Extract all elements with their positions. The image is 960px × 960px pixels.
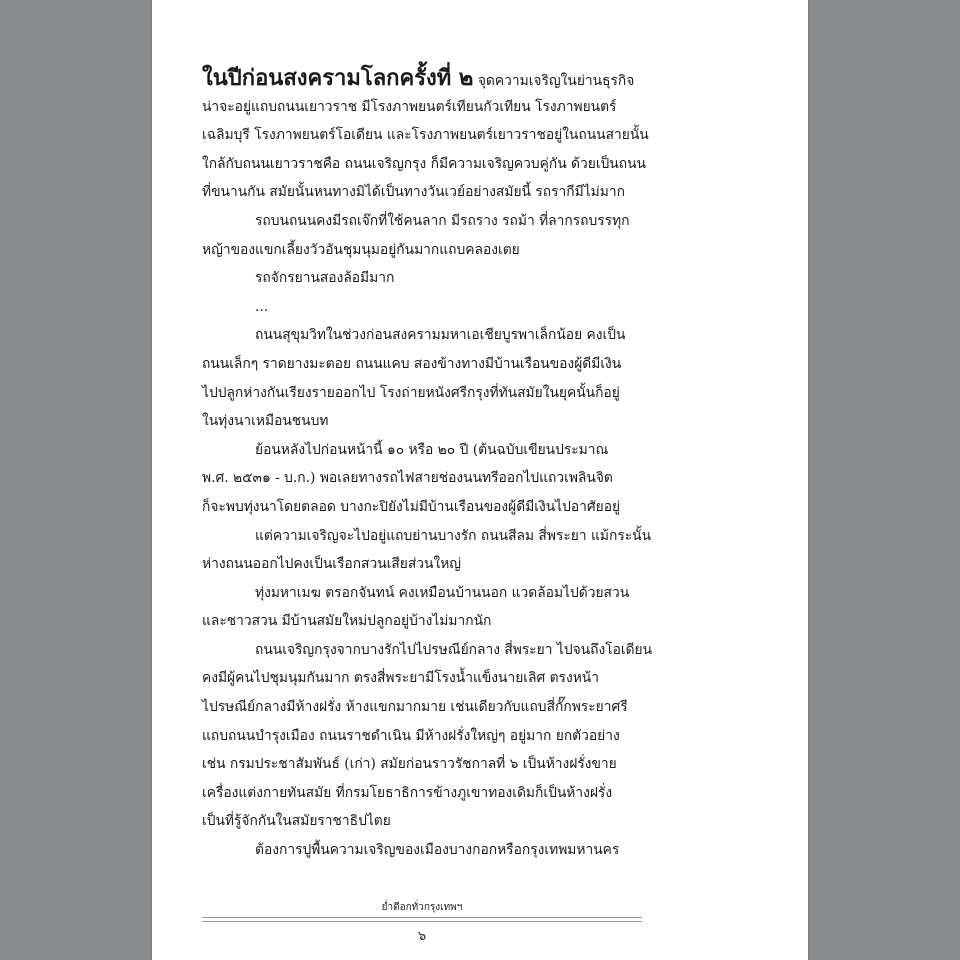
footer-book-title: ย่ำตีอกทั่วกรุงเทพฯ <box>381 902 463 913</box>
text-line: ถนนสุขุมวิทในช่วงก่อนสงครามมหาเอเชียบูรพาเล็กน้อย คงเป็น <box>255 327 626 344</box>
text-line: ในทุ่งนาเหมือนชนบท <box>202 413 329 430</box>
text-line: ไปปลูกห่างกันเรียงรายออกไป โรงถ่ายหนังศรีกรุงที่ทันสมัยในยุคนั้นก็อยู่ <box>202 384 620 401</box>
text-line: พ.ศ. ๒๕๓๑ - บ.ก.) พอเลยทางรถไฟสายช่องนนทรีออกไปแถวเพลินจิต <box>202 470 613 487</box>
text-line: แต่ความเจริญจะไปอยู่แถบย่านบางรัก ถนนสีลม สี่พระยา แม้กระนั้น <box>255 527 652 544</box>
text-line: ถนนเล็กๆ ราดยางมะตอย ถนนแคบ สองข้างทางมีบ้านเรือนของผู้ดีมีเงิน <box>202 355 622 372</box>
text-line: เครื่องแต่งกายทันสมัย ที่กรมโยธาธิการข้างภูเขาทองเดิมก็เป็นห้างฝรั่ง <box>202 784 613 801</box>
page-body-text <box>202 64 653 865</box>
footer-divider <box>202 917 642 918</box>
first-line-text: จุดความเจริญในย่านธุรกิจ <box>477 73 635 89</box>
text-line: ใกล้กับถนนเยาวราชคือ ถนนเจริญกรุง ก็มีความเจริญควบคู่กัน ด้วยเป็นถนน <box>202 155 646 172</box>
text-line: ห่างถนนออกไปคงเป็นเรือกสวนเสียส่วนใหญ่ <box>202 556 462 573</box>
book-page <box>152 0 808 960</box>
ellipsis-line: ... <box>255 298 269 315</box>
text-line: ต้องการปูพื้นความเจริญของเมืองบางกอกหรือกรุงเทพมหานคร <box>255 842 620 859</box>
text-line: คงมีผู้คนไปชุมนุมกันมาก ตรงสี่พระยามีโรงน้ำแข็งนายเลิศ ตรงหน้า <box>202 670 599 687</box>
text-line-1 <box>202 64 642 93</box>
text-line: ไปรษณีย์กลางมีห้างฝรั่ง ห้างแขกมากมาย เช่นเดียวกับแถบสี่กั๊กพระยาศรี <box>202 699 628 716</box>
page-number: ๖ <box>417 929 427 944</box>
text-line: แถบถนนบำรุงเมือง ถนนราชดำเนิน มีห้างฝรั่งใหญ่ๆ อยู่มาก ยกตัวอย่าง <box>202 727 620 744</box>
text-line: ย้อนหลังไปก่อนหน้านี้ ๑๐ หรือ ๒๐ ปี (ต้นฉบับเขียนประมาณ <box>255 441 609 458</box>
text-line: เป็นที่รู้จักกันในสมัยราชาธิปไตย <box>202 813 391 830</box>
text-line: ที่ขนานกัน สมัยนั้นหนทางมิได้เป็นทางวันเวย์อย่างสมัยนี้ รถรากีมีไม่มาก <box>202 184 625 201</box>
text-line: รถบนถนนคงมีรถเจ๊กที่ใช้คนลาก มีรถราง รถม้า ที่ลากรถบรรทุก <box>255 212 630 229</box>
text-line: ถนนเจริญกรุงจากบางรักไปไปรษณีย์กลาง สี่พระยา ไปจนถึงโอเดียน <box>255 641 653 658</box>
lead-heading: ในปีก่อนสงครามโลกครั้งที่ ๒ <box>202 65 474 91</box>
text-line: น่าจะอยู่แถบถนนเยาวราช มีโรงภาพยนตร์เทียนกัวเทียน โรงภาพยนตร์ <box>202 98 617 115</box>
footer-divider <box>202 921 642 922</box>
text-line: เฉลิมบุรี โรงภาพยนตร์โอเดียน และโรงภาพยนตร์เยาวราชอยู่ในถนนสายนั้น <box>202 127 649 144</box>
text-line: เช่น กรมประชาสัมพันธ์ (เก่า) สมัยก่อนราวรัชกาลที่ ๖ เป็นห้างฝรั่งขาย <box>202 756 617 773</box>
text-line: รถจักรยานสองล้อมีมาก <box>255 270 395 287</box>
text-line: และชาวสวน มีบ้านสมัยใหม่ปลูกอยู่บ้างไม่มากนัก <box>202 613 492 630</box>
text-line: ทุ่งมหาเมฆ ตรอกจันทน์ คงเหมือนบ้านนอก แวดล้อมไปด้วยสวน <box>255 584 630 601</box>
text-line: ก็จะพบทุ่งนาโดยตลอด บางกะปิยังไม่มีบ้านเรือนของผู้ดีมีเงินไปอาศัยอยู่ <box>202 498 621 515</box>
text-line: หญ้าของแขกเลี้ยงวัวอันชุมนุมอยู่กันมากแถบคลองเตย <box>202 241 520 258</box>
